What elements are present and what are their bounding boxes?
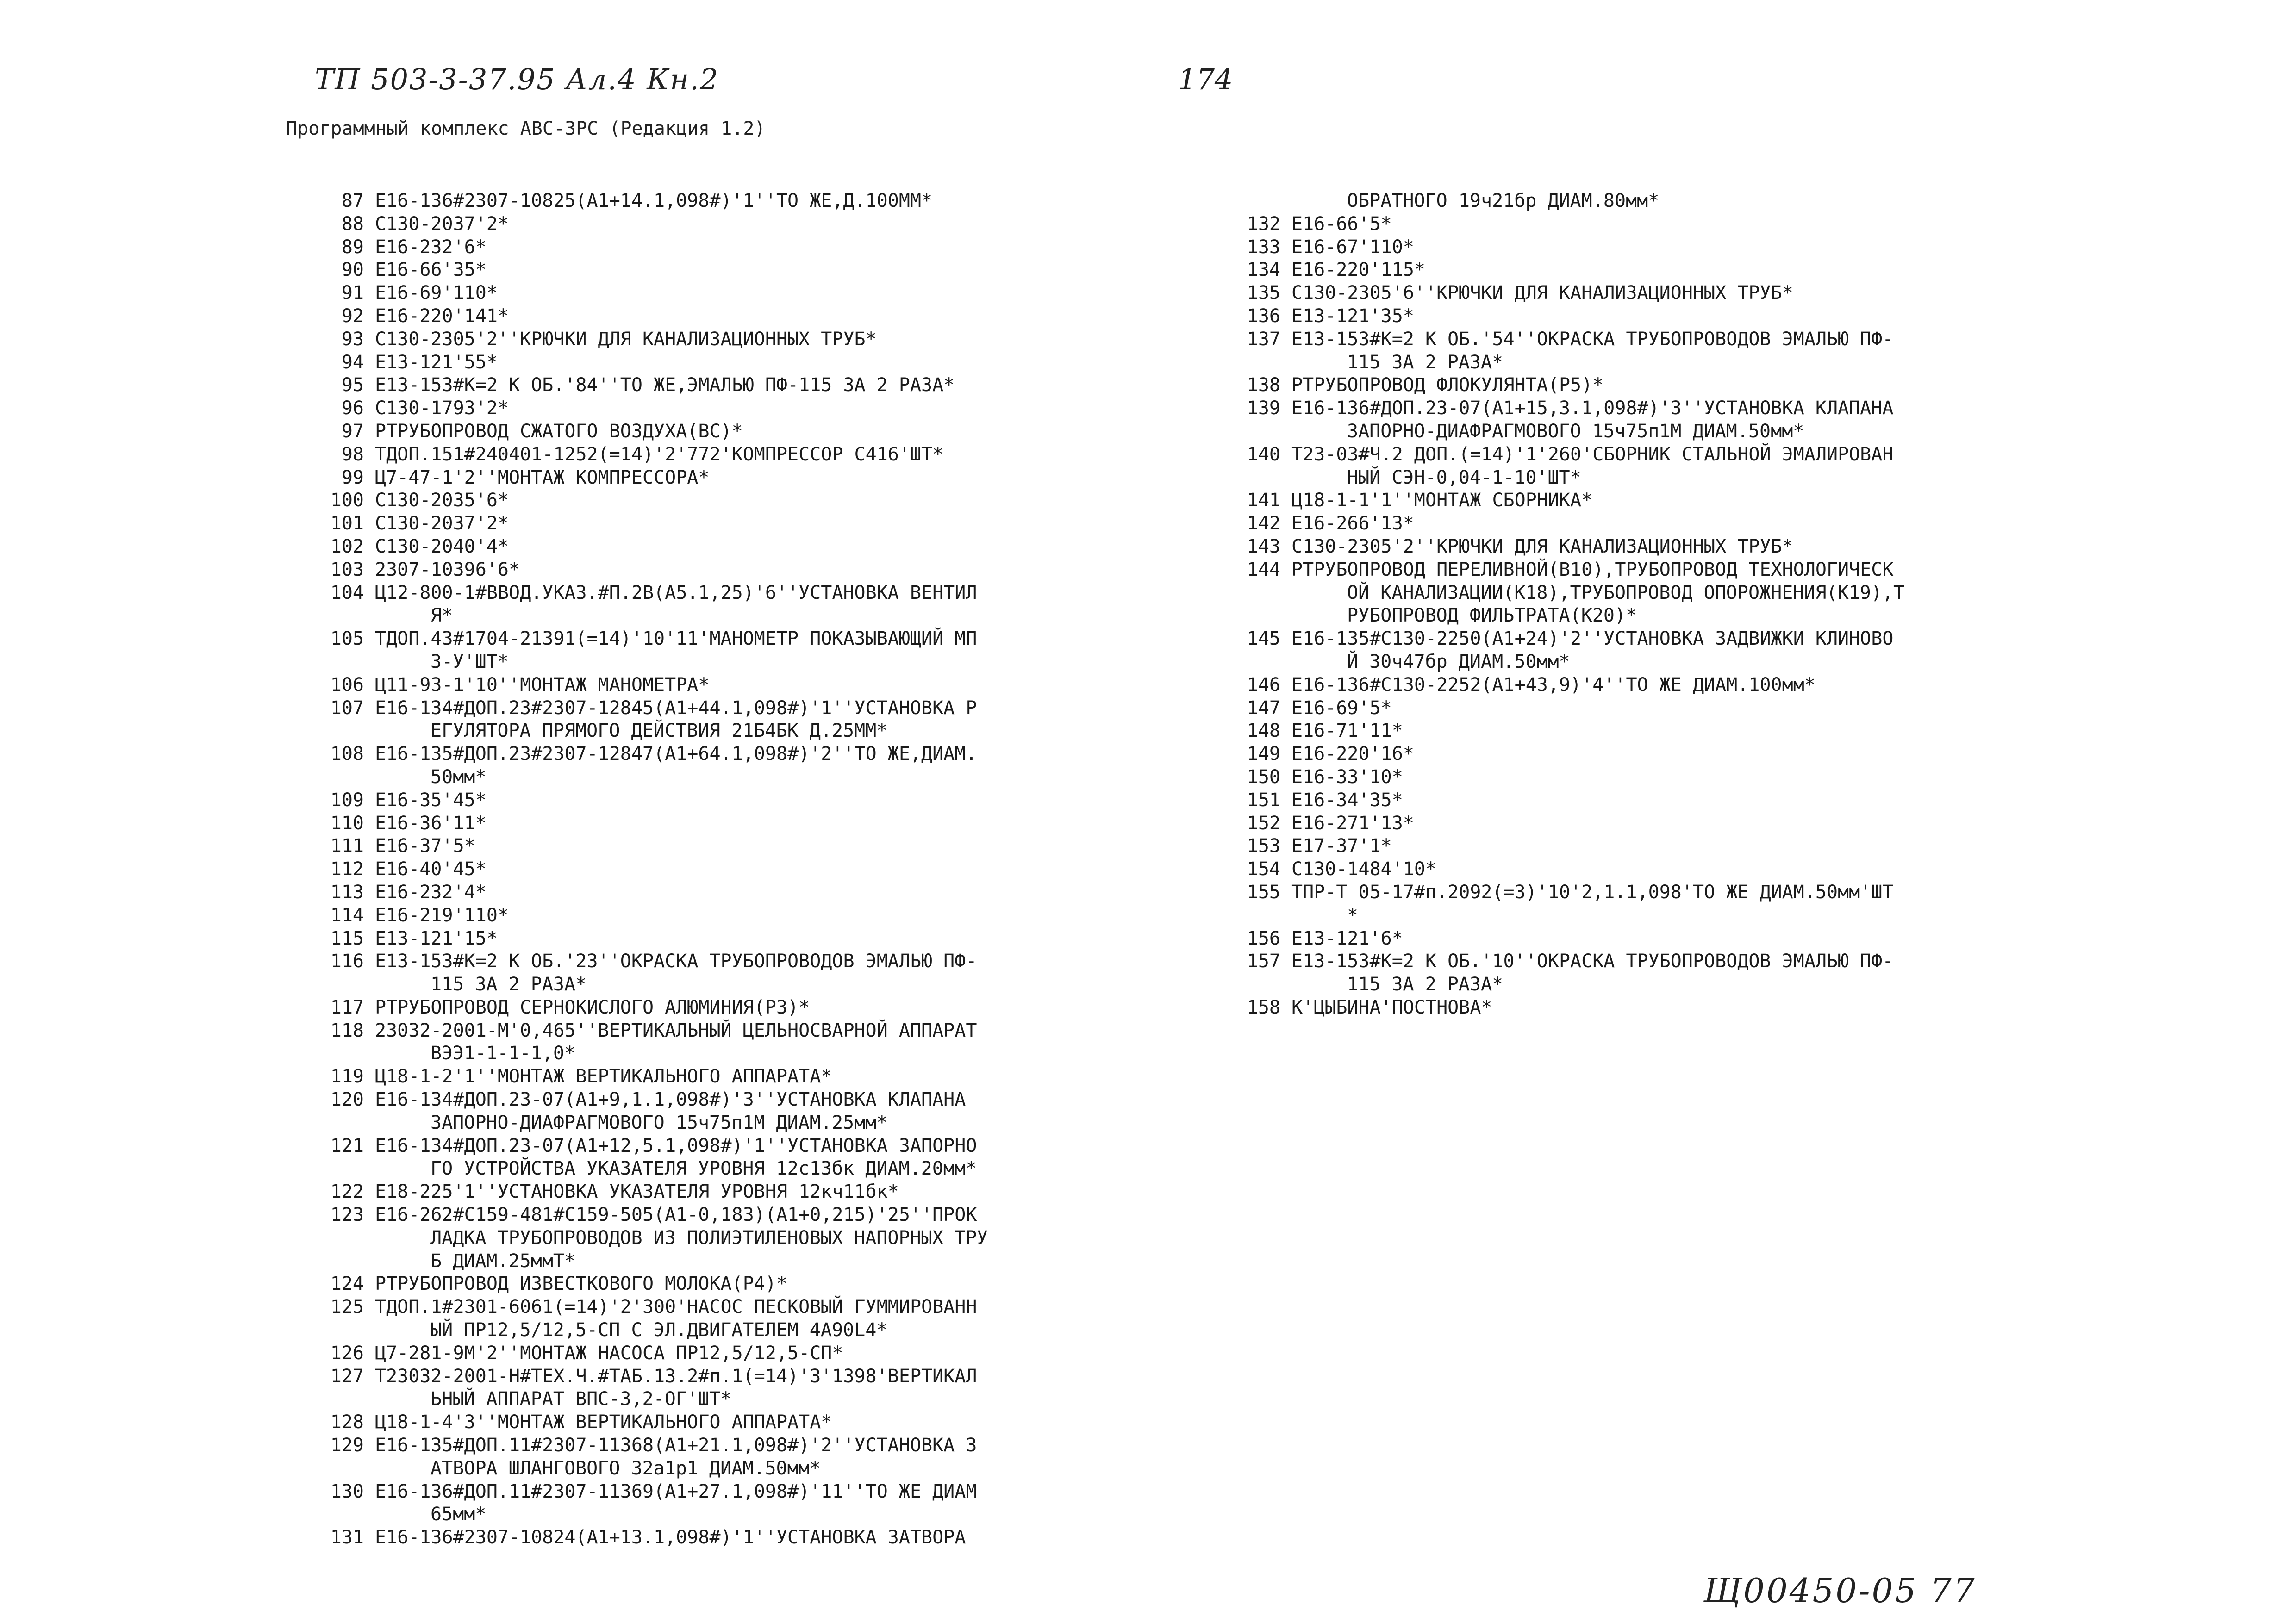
entry-text: 23032-2001-М'0,465''ВЕРТИКАЛЬНЫЙ ЦЕЛЬНОСВАРНОЙ АППАРАТ bbox=[375, 1020, 977, 1041]
entry-number: 132 bbox=[1247, 213, 1280, 235]
entry-number: 141 bbox=[1247, 490, 1280, 511]
entry-text: Ц7-281-9М'2''МОНТАЖ НАСОСА ПР12,5/12,5-СП* bbox=[375, 1342, 843, 1364]
entry-text: Е16-135#ДОП.23#2307-12847(А1+64.1,098#)'2''ТО ЖЕ,ДИАМ. bbox=[375, 743, 977, 765]
entry-number: 120 bbox=[330, 1089, 364, 1111]
entry-number: 149 bbox=[1247, 743, 1280, 765]
entry-text: Е13-153#К=2 К ОБ.'84''ТО ЖЕ,ЭМАЛЬЮ ПФ-115 ЗА 2 РАЗА* bbox=[375, 374, 955, 396]
listing-entry-continuation bbox=[1236, 466, 1904, 490]
entry-text: Ц18-1-1'1''МОНТАЖ СБОРНИКА* bbox=[1292, 490, 1593, 511]
listing-entry-line bbox=[1236, 489, 1904, 512]
listing-entry-continuation bbox=[1236, 904, 1904, 927]
listing-entry-line bbox=[319, 1273, 988, 1296]
entry-number: 87 bbox=[341, 190, 364, 211]
entry-number: 128 bbox=[330, 1412, 364, 1433]
listing-entry-line bbox=[319, 374, 988, 397]
entry-text: Ц12-800-1#ВВОД.УКАЗ.#П.2В(А5.1,25)'6''УСТАНОВКА ВЕНТИЛ bbox=[375, 582, 977, 603]
entry-text: РУБОПРОВОД ФИЛЬТРАТА(К20)* bbox=[1347, 605, 1637, 627]
listing-entry-line bbox=[1236, 236, 1904, 259]
entry-text: Е16-136#2307-10825(А1+14.1,098#)'1''ТО ЖЕ,Д.100ММ* bbox=[375, 190, 933, 211]
entry-number: 152 bbox=[1247, 812, 1280, 834]
entry-number: 151 bbox=[1247, 789, 1280, 811]
entry-number: 127 bbox=[330, 1365, 364, 1387]
listing-entry-line bbox=[1236, 743, 1904, 766]
entry-number: 158 bbox=[1247, 996, 1280, 1018]
entry-text: Е16-66'5* bbox=[1292, 213, 1392, 235]
listing-entry-line bbox=[319, 397, 988, 420]
entry-text: ТДОП.1#2301-6061(=14)'2'300'НАСОС ПЕСКОВЫЙ ГУММИРОВАНН bbox=[375, 1296, 977, 1318]
listing-entry-continuation bbox=[319, 1042, 988, 1065]
listing-entry-line bbox=[1236, 535, 1904, 559]
entry-text: Е16-36'11* bbox=[375, 812, 487, 834]
listing-right-column bbox=[1236, 190, 1904, 1020]
entry-text: Е13-121'6* bbox=[1292, 927, 1403, 949]
listing-entry-continuation bbox=[1236, 582, 1904, 605]
entry-text: ЗАПОРНО-ДИАФРАГМОВОГО 15ч75п1М ДИАМ.25мм* bbox=[430, 1112, 888, 1133]
listing-entry-continuation bbox=[319, 1250, 988, 1273]
entry-text: С130-2305'2''КРЮЧКИ ДЛЯ КАНАЛИЗАЦИОННЫХ ТРУБ* bbox=[375, 328, 877, 350]
entry-text: Е16-71'11* bbox=[1292, 720, 1403, 742]
entry-number: 89 bbox=[341, 236, 364, 258]
listing-entry-line bbox=[319, 282, 988, 305]
entry-text: Е18-225'1''УСТАНОВКА УКАЗАТЕЛЯ УРОВНЯ 12кч11бк* bbox=[375, 1181, 899, 1203]
entry-text: Е16-34'35* bbox=[1292, 789, 1403, 811]
listing-entry-continuation bbox=[319, 973, 988, 996]
listing-entry-continuation bbox=[319, 1388, 988, 1411]
listing-entry-line bbox=[319, 1135, 988, 1158]
entry-text: Ц11-93-1'10''МОНТАЖ МАНОМЕТРА* bbox=[375, 674, 710, 696]
entry-number: 90 bbox=[341, 259, 364, 281]
listing-entry-line bbox=[319, 1065, 988, 1088]
listing-entry-continuation bbox=[319, 1457, 988, 1480]
listing-entry-line bbox=[319, 881, 988, 904]
listing-entry-line bbox=[319, 1480, 988, 1504]
entry-number: 130 bbox=[330, 1480, 364, 1502]
entry-text: Е13-153#К=2 К ОБ.'54''ОКРАСКА ТРУБОПРОВОДОВ ЭМАЛЬЮ ПФ- bbox=[1292, 328, 1894, 350]
entry-number: 137 bbox=[1247, 328, 1280, 350]
entry-number: 107 bbox=[330, 697, 364, 719]
entry-number: 122 bbox=[330, 1181, 364, 1203]
entry-text: ТДОП.43#1704-21391(=14)'10'11'МАНОМЕТР ПОКАЗЫВАЮЩИЙ МП bbox=[375, 628, 977, 650]
entry-number: 108 bbox=[330, 743, 364, 765]
listing-entry-line bbox=[319, 674, 988, 697]
listing-entry-line bbox=[1236, 628, 1904, 651]
entry-number: 133 bbox=[1247, 236, 1280, 258]
listing-entry-line bbox=[319, 927, 988, 951]
entry-number: 105 bbox=[330, 628, 364, 650]
entry-text: ТДОП.151#240401-1252(=14)'2'772'КОМПРЕССОР С416'ШТ* bbox=[375, 443, 944, 465]
listing-entry-line bbox=[319, 812, 988, 835]
entry-number: 129 bbox=[330, 1435, 364, 1456]
entry-text: Е16-67'110* bbox=[1292, 236, 1414, 258]
entry-text: Е16-33'10* bbox=[1292, 766, 1403, 788]
entry-number: 103 bbox=[330, 559, 364, 580]
entry-number: 91 bbox=[341, 282, 364, 304]
entry-text: Е16-134#ДОП.23#2307-12845(А1+44.1,098#)'1''УСТАНОВКА Р bbox=[375, 697, 977, 719]
entry-text: Е16-266'13* bbox=[1292, 513, 1414, 535]
entry-number: 126 bbox=[330, 1342, 364, 1364]
listing-entry-continuation bbox=[1236, 651, 1904, 674]
entry-text: Е13-153#К=2 К ОБ.'23''ОКРАСКА ТРУБОПРОВОДОВ ЭМАЛЬЮ ПФ- bbox=[375, 951, 977, 972]
listing-entry-line bbox=[1236, 812, 1904, 835]
listing-entry-continuation bbox=[319, 1503, 988, 1526]
entry-number: 117 bbox=[330, 996, 364, 1018]
entry-text: Е13-153#К=2 К ОБ.'10''ОКРАСКА ТРУБОПРОВОДОВ ЭМАЛЬЮ ПФ- bbox=[1292, 951, 1894, 972]
entry-text: Е13-121'35* bbox=[1292, 305, 1414, 327]
listing-entry-line bbox=[319, 1342, 988, 1365]
listing-entry-line bbox=[1236, 720, 1904, 743]
entry-text: Е16-69'5* bbox=[1292, 697, 1392, 719]
entry-text: ЫЙ ПР12,5/12,5-СП С ЭЛ.ДВИГАТЕЛЕМ 4А90L4* bbox=[430, 1319, 888, 1341]
entry-number: 135 bbox=[1247, 282, 1280, 304]
entry-text: С130-1484'10* bbox=[1292, 858, 1437, 880]
listing-entry-line bbox=[1236, 213, 1904, 236]
entry-text: ЬНЫЙ АППАРАТ ВПС-3,2-ОГ'ШТ* bbox=[430, 1388, 732, 1410]
entry-number: 150 bbox=[1247, 766, 1280, 788]
entry-text: Б ДИАМ.25ммТ* bbox=[430, 1250, 576, 1272]
entry-text: Е16-40'45* bbox=[375, 858, 487, 880]
entry-number: 140 bbox=[1247, 443, 1280, 465]
entry-text: Ц18-1-2'1''МОНТАЖ ВЕРТИКАЛЬНОГО АППАРАТА* bbox=[375, 1066, 832, 1088]
entry-text: ТПР-Т 05-17#п.2092(=3)'10'2,1.1,098'ТО ЖЕ ДИАМ.50мм'ШТ bbox=[1292, 881, 1894, 903]
listing-entry-line bbox=[1236, 697, 1904, 720]
entry-text: РТРУБОПРОВОД ИЗВЕСТКОВОГО МОЛОКА(Р4)* bbox=[375, 1273, 788, 1295]
listing-entry-line bbox=[319, 1296, 988, 1319]
listing-entry-line bbox=[319, 743, 988, 766]
listing-entry-line bbox=[319, 1411, 988, 1434]
program-title: Программный комплекс АВС-ЗРС (Редакция 1.2) bbox=[286, 118, 766, 139]
entry-text: ВЭЭ1-1-1-1,0* bbox=[430, 1043, 576, 1064]
handwritten-page-number: 174 bbox=[1178, 62, 1233, 96]
entry-number: 95 bbox=[341, 374, 364, 396]
listing-entry-line bbox=[319, 190, 988, 213]
entry-text: Е16-69'110* bbox=[375, 282, 498, 304]
entry-number: 121 bbox=[330, 1135, 364, 1157]
listing-entry-line bbox=[1236, 443, 1904, 466]
entry-number: 136 bbox=[1247, 305, 1280, 327]
entry-number: 104 bbox=[330, 582, 364, 603]
listing-entry-line bbox=[319, 420, 988, 443]
entry-number: 153 bbox=[1247, 835, 1280, 857]
listing-entry-continuation bbox=[1236, 973, 1904, 996]
entry-number: 102 bbox=[330, 535, 364, 557]
entry-number: 100 bbox=[330, 490, 364, 511]
listing-entry-line bbox=[319, 328, 988, 351]
entry-number: 96 bbox=[341, 398, 364, 419]
entry-number: 97 bbox=[341, 420, 364, 442]
listing-entry-line bbox=[1236, 766, 1904, 789]
entry-number: 112 bbox=[330, 858, 364, 880]
listing-entry-line bbox=[1236, 996, 1904, 1020]
entry-text: Е16-232'4* bbox=[375, 881, 487, 903]
entry-text: Е16-136#С130-2252(А1+43,9)'4''ТО ЖЕ ДИАМ.100мм* bbox=[1292, 674, 1816, 696]
entry-text: 115 ЗА 2 РАЗА* bbox=[1347, 351, 1504, 373]
listing-entry-continuation bbox=[319, 766, 988, 789]
listing-entry-line bbox=[319, 835, 988, 858]
listing-entry-line bbox=[1236, 950, 1904, 973]
entry-text: РТРУБОПРОВОД ПЕРЕЛИВНОЙ(В10),ТРУБОПРОВОД ТЕХНОЛОГИЧЕСК bbox=[1292, 559, 1894, 580]
entry-text: С130-2037'2* bbox=[375, 213, 509, 235]
entry-text: 115 ЗА 2 РАЗА* bbox=[430, 974, 587, 995]
entry-number: 98 bbox=[341, 443, 364, 465]
entry-text: Е16-219'110* bbox=[375, 904, 509, 926]
listing-entry-line bbox=[319, 904, 988, 927]
entry-number: 148 bbox=[1247, 720, 1280, 742]
listing-entry-line bbox=[319, 950, 988, 973]
entry-text: 115 ЗА 2 РАЗА* bbox=[1347, 974, 1504, 995]
entry-text: Т23-03#Ч.2 ДОП.(=14)'1'260'СБОРНИК СТАЛЬНОЙ ЭМАЛИРОВАН bbox=[1292, 443, 1894, 465]
listing-entry-line bbox=[1236, 282, 1904, 305]
listing-entry-line bbox=[319, 697, 988, 720]
entry-text: ЗАПОРНО-ДИАФРАГМОВОГО 15ч75п1М ДИАМ.50мм* bbox=[1347, 420, 1804, 442]
entry-text: С130-2305'6''КРЮЧКИ ДЛЯ КАНАЛИЗАЦИОННЫХ ТРУБ* bbox=[1292, 282, 1793, 304]
entry-number: 106 bbox=[330, 674, 364, 696]
entry-text: С130-2040'4* bbox=[375, 535, 509, 557]
entry-text: * bbox=[1347, 904, 1359, 926]
entry-number: 145 bbox=[1247, 628, 1280, 650]
entry-text: Е17-37'1* bbox=[1292, 835, 1392, 857]
listing-entry-continuation bbox=[319, 720, 988, 743]
entry-number: 101 bbox=[330, 513, 364, 535]
entry-number: 109 bbox=[330, 789, 364, 811]
entry-number: 119 bbox=[330, 1066, 364, 1088]
entry-number: 125 bbox=[330, 1296, 364, 1318]
entry-text: Е16-136#2307-10824(А1+13.1,098#)'1''УСТАНОВКА ЗАТВОРА bbox=[375, 1527, 966, 1548]
listing-entry-continuation bbox=[319, 1227, 988, 1250]
listing-entry-line bbox=[1236, 512, 1904, 535]
entry-text: ЛАДКА ТРУБОПРОВОДОВ ИЗ ПОЛИЭТИЛЕНОВЫХ НАПОРНЫХ ТРУ bbox=[430, 1227, 988, 1249]
listing-entry-line bbox=[1236, 674, 1904, 697]
listing-entry-line bbox=[319, 1526, 988, 1549]
listing-entry-line bbox=[319, 1434, 988, 1457]
entry-text: 50мм* bbox=[430, 766, 487, 788]
listing-entry-continuation bbox=[319, 651, 988, 674]
entry-number: 154 bbox=[1247, 858, 1280, 880]
listing-entry-line bbox=[319, 1088, 988, 1112]
entry-text: Е16-134#ДОП.23-07(А1+9,1.1,098#)'3''УСТАНОВКА КЛАПАНА bbox=[375, 1089, 966, 1111]
entry-text: Е16-135#С130-2250(А1+24)'2''УСТАНОВКА ЗАДВИЖКИ КЛИНОВО bbox=[1292, 628, 1894, 650]
listing-entry-line bbox=[1236, 881, 1904, 904]
listing-left-column bbox=[319, 190, 988, 1549]
listing-entry-continuation bbox=[319, 604, 988, 628]
listing-entry-line bbox=[319, 213, 988, 236]
entry-number: 92 bbox=[341, 305, 364, 327]
entry-text: 3-У'ШТ* bbox=[430, 651, 509, 672]
entry-number: 156 bbox=[1247, 927, 1280, 949]
entry-number: 110 bbox=[330, 812, 364, 834]
listing-entry-line bbox=[319, 236, 988, 259]
entry-number: 93 bbox=[341, 328, 364, 350]
entry-text: Е16-232'6* bbox=[375, 236, 487, 258]
listing-entry-continuation bbox=[319, 1319, 988, 1342]
entry-number: 114 bbox=[330, 904, 364, 926]
entry-text: Е16-271'13* bbox=[1292, 812, 1414, 834]
entry-number: 99 bbox=[341, 466, 364, 488]
entry-number: 116 bbox=[330, 951, 364, 972]
listing-entry-line bbox=[319, 259, 988, 282]
handwritten-archive-code: Щ00450-05 77 bbox=[1703, 1571, 1977, 1610]
listing-entry-continuation bbox=[319, 1112, 988, 1135]
listing-entry-line bbox=[319, 443, 988, 466]
listing-entry-line bbox=[1236, 397, 1904, 420]
entry-text: РТРУБОПРОВОД СЕРНОКИСЛОГО АЛЮМИНИЯ(Р3)* bbox=[375, 996, 810, 1018]
listing-entry-line bbox=[319, 559, 988, 582]
entry-text: Е16-220'16* bbox=[1292, 743, 1414, 765]
entry-number: 138 bbox=[1247, 374, 1280, 396]
entry-text: ЕГУЛЯТОРА ПРЯМОГО ДЕЙСТВИЯ 21Б4БК Д.25ММ* bbox=[430, 720, 888, 742]
handwritten-document-reference: ТП 503-3-37.95 Ал.4 Кн.2 bbox=[315, 62, 719, 96]
listing-entry-line bbox=[319, 1365, 988, 1388]
listing-entry-continuation bbox=[1236, 604, 1904, 628]
entry-text: РТРУБОПРОВОД СЖАТОГО ВОЗДУХА(ВС)* bbox=[375, 420, 743, 442]
listing-entry-line bbox=[1236, 374, 1904, 397]
entry-text: Е16-220'141* bbox=[375, 305, 509, 327]
listing-entry-line bbox=[1236, 190, 1904, 213]
listing-entry-line bbox=[1236, 559, 1904, 582]
listing-entry-line bbox=[1236, 858, 1904, 881]
entry-number: 131 bbox=[330, 1527, 364, 1548]
entry-number: 155 bbox=[1247, 881, 1280, 903]
entry-number: 88 bbox=[341, 213, 364, 235]
listing-entry-line bbox=[319, 351, 988, 374]
listing-entry-continuation bbox=[319, 1157, 988, 1181]
entry-text: С130-2035'6* bbox=[375, 490, 509, 511]
listing-entry-line bbox=[319, 1020, 988, 1043]
entry-text: С130-2305'2''КРЮЧКИ ДЛЯ КАНАЛИЗАЦИОННЫХ ТРУБ* bbox=[1292, 535, 1793, 557]
listing-entry-line bbox=[319, 858, 988, 881]
entry-text: ОБРАТНОГО 19ч21бр ДИАМ.80мм* bbox=[1347, 190, 1660, 211]
listing-entry-line bbox=[319, 996, 988, 1020]
entry-text: С130-2037'2* bbox=[375, 513, 509, 535]
listing-entry-line bbox=[319, 1181, 988, 1204]
entry-text: Ц7-47-1'2''МОНТАЖ КОМПРЕССОРА* bbox=[375, 466, 710, 488]
listing-entry-line bbox=[319, 466, 988, 490]
listing-entry-line bbox=[319, 1204, 988, 1227]
entry-text: РТРУБОПРОВОД ФЛОКУЛЯНТА(Р5)* bbox=[1292, 374, 1604, 396]
entry-number: 143 bbox=[1247, 535, 1280, 557]
entry-text: Е16-35'45* bbox=[375, 789, 487, 811]
entry-text: Е13-121'15* bbox=[375, 927, 498, 949]
entry-number: 124 bbox=[330, 1273, 364, 1295]
entry-number: 144 bbox=[1247, 559, 1280, 580]
listing-entry-line bbox=[319, 305, 988, 328]
entry-text: АТВОРА ШЛАНГОВОГО 32а1р1 ДИАМ.50мм* bbox=[430, 1457, 821, 1479]
entry-text: Е16-134#ДОП.23-07(А1+12,5.1,098#)'1''УСТАНОВКА ЗАПОРНО bbox=[375, 1135, 977, 1157]
listing-entry-line bbox=[319, 582, 988, 605]
entry-text: С130-1793'2* bbox=[375, 398, 509, 419]
entry-number: 115 bbox=[330, 927, 364, 949]
listing-entry-continuation bbox=[1236, 420, 1904, 443]
entry-number: 113 bbox=[330, 881, 364, 903]
entry-text: Е16-37'5* bbox=[375, 835, 475, 857]
entry-number: 142 bbox=[1247, 513, 1280, 535]
entry-text: ОЙ КАНАЛИЗАЦИИ(К18),ТРУБОПРОВОД ОПОРОЖНЕНИЯ(К19),Т bbox=[1347, 582, 1905, 603]
entry-text: НЫЙ СЭН-0,04-1-10'ШТ* bbox=[1347, 466, 1581, 488]
entry-text: Е16-136#ДОП.11#2307-11369(А1+27.1,098#)'11''ТО ЖЕ ДИАМ bbox=[375, 1480, 977, 1502]
entry-number: 118 bbox=[330, 1020, 364, 1041]
entry-text: Е16-262#С159-481#С159-505(А1-0,183)(А1+0,215)'25''ПРОК bbox=[375, 1204, 977, 1226]
entry-text: Е16-66'35* bbox=[375, 259, 487, 281]
listing-entry-line bbox=[1236, 789, 1904, 812]
listing-entry-line bbox=[319, 512, 988, 535]
entry-text: Ц18-1-4'3''МОНТАЖ ВЕРТИКАЛЬНОГО АППАРАТА* bbox=[375, 1412, 832, 1433]
entry-number: 157 bbox=[1247, 951, 1280, 972]
listing-entry-line bbox=[1236, 927, 1904, 951]
listing-entry-continuation bbox=[1236, 351, 1904, 374]
entry-number: 147 bbox=[1247, 697, 1280, 719]
listing-entry-line bbox=[1236, 305, 1904, 328]
entry-text: Я* bbox=[430, 605, 453, 627]
listing-entry-line bbox=[319, 489, 988, 512]
listing-entry-line bbox=[319, 628, 988, 651]
entry-number: 111 bbox=[330, 835, 364, 857]
entry-text: Е16-136#ДОП.23-07(А1+15,3.1,098#)'3''УСТАНОВКА КЛАПАНА bbox=[1292, 398, 1894, 419]
entry-text: К'ЦЫБИНА'ПОСТНОВА* bbox=[1292, 996, 1492, 1018]
entry-text: Е16-135#ДОП.11#2307-11368(А1+21.1,098#)'2''УСТАНОВКА З bbox=[375, 1435, 977, 1456]
entry-number: 123 bbox=[330, 1204, 364, 1226]
listing-entry-line bbox=[319, 789, 988, 812]
entry-text: 2307-10396'6* bbox=[375, 559, 520, 580]
listing-entry-line bbox=[1236, 328, 1904, 351]
entry-text: ГО УСТРОЙСТВА УКАЗАТЕЛЯ УРОВНЯ 12с13бк ДИАМ.20мм* bbox=[430, 1158, 977, 1180]
listing-entry-line bbox=[1236, 259, 1904, 282]
listing-entry-line bbox=[1236, 835, 1904, 858]
entry-text: 65мм* bbox=[430, 1504, 487, 1525]
entry-text: Т23032-2001-Н#ТЕХ.Ч.#ТАБ.13.2#п.1(=14)'3'1398'ВЕРТИКАЛ bbox=[375, 1365, 977, 1387]
entry-number: 146 bbox=[1247, 674, 1280, 696]
entry-number: 94 bbox=[341, 351, 364, 373]
entry-number: 134 bbox=[1247, 259, 1280, 281]
entry-text: Е13-121'55* bbox=[375, 351, 498, 373]
entry-text: Е16-220'115* bbox=[1292, 259, 1425, 281]
listing-entry-line bbox=[319, 535, 988, 559]
entry-text: Й 30ч47бр ДИАМ.50мм* bbox=[1347, 651, 1570, 672]
entry-number: 139 bbox=[1247, 398, 1280, 419]
